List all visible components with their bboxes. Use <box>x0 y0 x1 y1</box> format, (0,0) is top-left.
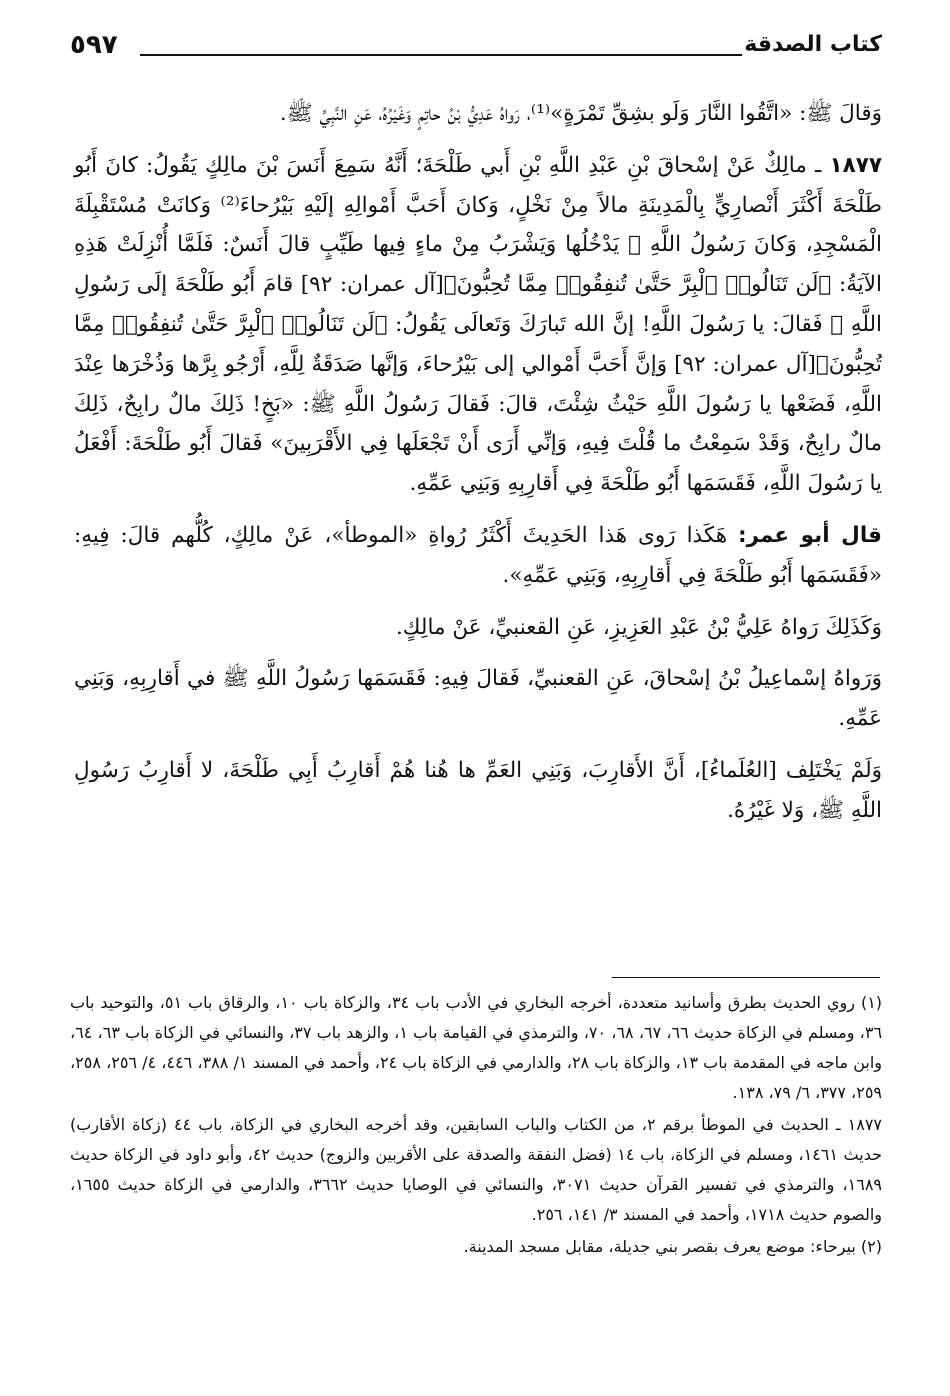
paragraph-hadith-intro: وَقالَ ﷺ: «اتَّقُوا النَّارَ وَلَو بشِقِّ تَمْرَةٍ»⁽¹⁾، رَواهُ عَدِيُّ بْنُ حاتِمٍ وَغَيْرُهُ، عَنِ النَّبِيِّ ﷺ. <box>279 101 882 126</box>
header-rule <box>140 54 742 56</box>
footnote-1: (١) روي الحديث بطرق وأسانيد متعددة، أخرجه البخاري في الأدب باب ٣٤، والزكاة باب ١٠، والرقاق باب ٥١، والتوحيد باب ٣٦، ومسلم في الزكاة حديث ٦٦، ٦٧، ٦٨، ٧٠، والترمذي في القيامة باب ١، والزهد باب ٣٧، والنسائي في الزكاة باب ٦٣، ٦٤، وابن ماجه في المقدمة باب ١٣، والزكاة باب ٢٨، والدارمي في الزكاة باب ٢٤، وأحمد في المسند ١/ ٣٨٨، ٤٤٦، ٤/ ٢٥٦، ٢٥٨، ٢٥٩، ٣٧٧، ٦/ ٧٩، ١٣٨. <box>70 993 883 1102</box>
hadith-text: ـ مالِكٌ عَنْ إسْحاقَ بْنِ عَبْدِ اللَّهِ بْنِ أَبي طَلْحَةَ؛ أَنَّهُ سَمِعَ أَنَسَ بْنَ مالِكٍ يَقُولُ: كانَ أَبُو طَلْحَةَ أَكْثَرَ أَنْصارِيٍّ بِالْمَدِينَةِ مالاً مِنْ نَخْلٍ، وَكانَ أَحَبَّ أَمْوالِهِ إلَيْهِ بَيْرُحاءَ⁽²⁾ وَكانَتْ مُسْتَقْبِلَةَ الْمَسْجِدِ، وَكانَ رَسُولُ اللَّهِ ﷺ يَدْخُلُها وَيَشْرَبُ مِنْ ماءٍ فِيها طَيِّبٍ قالَ أَنَسٌ: فَلَمَّا أُنْزِلَتْ هَذِهِ الآيَةُ: ﴿لَن تَنَالُوا۟ ٱلْبِرَّ حَتَّىٰ تُنفِقُوا۟ مِمَّا تُحِبُّونَ﴾[آل عمران: ٩٢] قامَ أَبُو طَلْحَةَ إلَى رَسُولِ اللَّهِ ﷺ فَقالَ: يا رَسُولَ اللَّهِ! إنَّ الله تَبارَكَ وَتَعالَى يَقُولُ: ﴿لَن تَنَالُوا۟ ٱلْبِرَّ حَتَّىٰ تُنفِقُوا۟ مِمَّا تُحِبُّونَ﴾[آل عمران: ٩٢] وَإنَّ أَحَبَّ أَمْوالي إلى بَيْرُحاءَ، وَإنَّها صَدَقَةٌ لِلَّهِ، أَرْجُو بِرَّها وَذُخْرَها عِنْدَ اللَّهِ، فَضَعْها يا رَسُولَ اللَّهِ حَيْثُ شِئْتَ، قالَ: فَقالَ رَسُولُ اللَّهِ ﷺ: «بَخٍ! ذَلِكَ مالٌ رابِحٌ، ذَلِكَ مالٌ رابِحٌ، وَقَدْ سَمِعْتُ ما قُلْتَ فِيهِ، وَإنِّي أَرَى أَنْ تَجْعَلَها فِي الأَقْرَبِينَ» فَقالَ أَبُو طَلْحَةَ: أَفْعَلُ يا رَسُولَ اللَّهِ، فَقَسَمَها أَبُو طَلْحَةَ فِي أَقارِبِهِ وَبَنِي عَمِّهِ. <box>74 152 883 497</box>
hadith-number: ١٨٧٧ <box>829 152 882 178</box>
page-header <box>70 28 882 68</box>
paragraph-hadith-1877 <box>74 146 882 504</box>
commentary-lead: قال أبو عمر: <box>738 522 882 548</box>
footnote-rule <box>612 977 880 978</box>
paragraph-conclusion: وَلَمْ يَخْتَلِف [العُلَماءُ]، أَنَّ الأَقارِبَ، وَبَنِي العَمِّ ها هُنا هُمْ أَقارِبُ أَبِي طَلْحَةَ، لا أَقارِبُ رَسُولِ اللَّهِ ﷺ، وَلا غَيْرُهُ. <box>74 757 882 823</box>
footnote-1877: ١٨٧٧ ـ الحديث في الموطأ برقم ٢، من الكتاب والباب السابقين، وقد أخرجه البخاري في الزكاة، باب ٤٤ (زكاة الأقارب) حديث ١٤٦١، ومسلم في الزكاة، باب ١٤ (فضل النفقة والصدقة على الأقربين والزوج) حديث ٤٢، وأبو داود في الزكاة حديث ١٦٨٩، والترمذي في تفسير القرآن حديث ٣٠٧١، والنسائي في الوصايا حديث ٣٦٦٢، والدارمي في الزكاة حديث ١٦٥٥، والصوم حديث ١٧١٨، وأحمد في المسند ٣/ ١٤١، ٢٥٦. <box>70 1115 883 1224</box>
footnote-2: (٢) بيرحاء: موضع يعرف بقصر بني جديلة، مقابل مسجد المدينة. <box>463 1237 882 1256</box>
commentary-text: هَكَذا رَوى هَذا الحَدِيثَ أَكْثَرُ رُواةِ «الموطأ»، عَنْ مالِكٍ، كُلُّهم قالَ: فِيهِ: «فَقَسَمَها أَبُو طَلْحَةَ فِي أَقارِبِهِ، وَبَنِي عَمِّهِ». <box>74 522 882 588</box>
footnotes <box>70 988 882 1264</box>
page-number: ٥٩٧ <box>70 30 118 60</box>
running-title: كتاب الصدقة <box>744 32 882 57</box>
main-text <box>74 94 882 843</box>
paragraph-narration-ali: وَكَذَلِكَ رَواهُ عَلِيُّ بْنُ عَبْدِ العَزِيزِ، عَنِ القعنبيِّ، عَنْ مالِكٍ. <box>395 614 882 640</box>
paragraph-narration-ismail: وَرَواهُ إسْماعِيلُ بْنُ إسْحاقَ، عَنِ القعنبيِّ، فَقالَ فِيهِ: فَقَسَمَها رَسُولُ اللَّهِ ﷺ في أَقارِبِهِ، وَبَنِي عَمِّهِ. <box>74 666 882 732</box>
paragraph-abu-umar <box>74 516 882 596</box>
